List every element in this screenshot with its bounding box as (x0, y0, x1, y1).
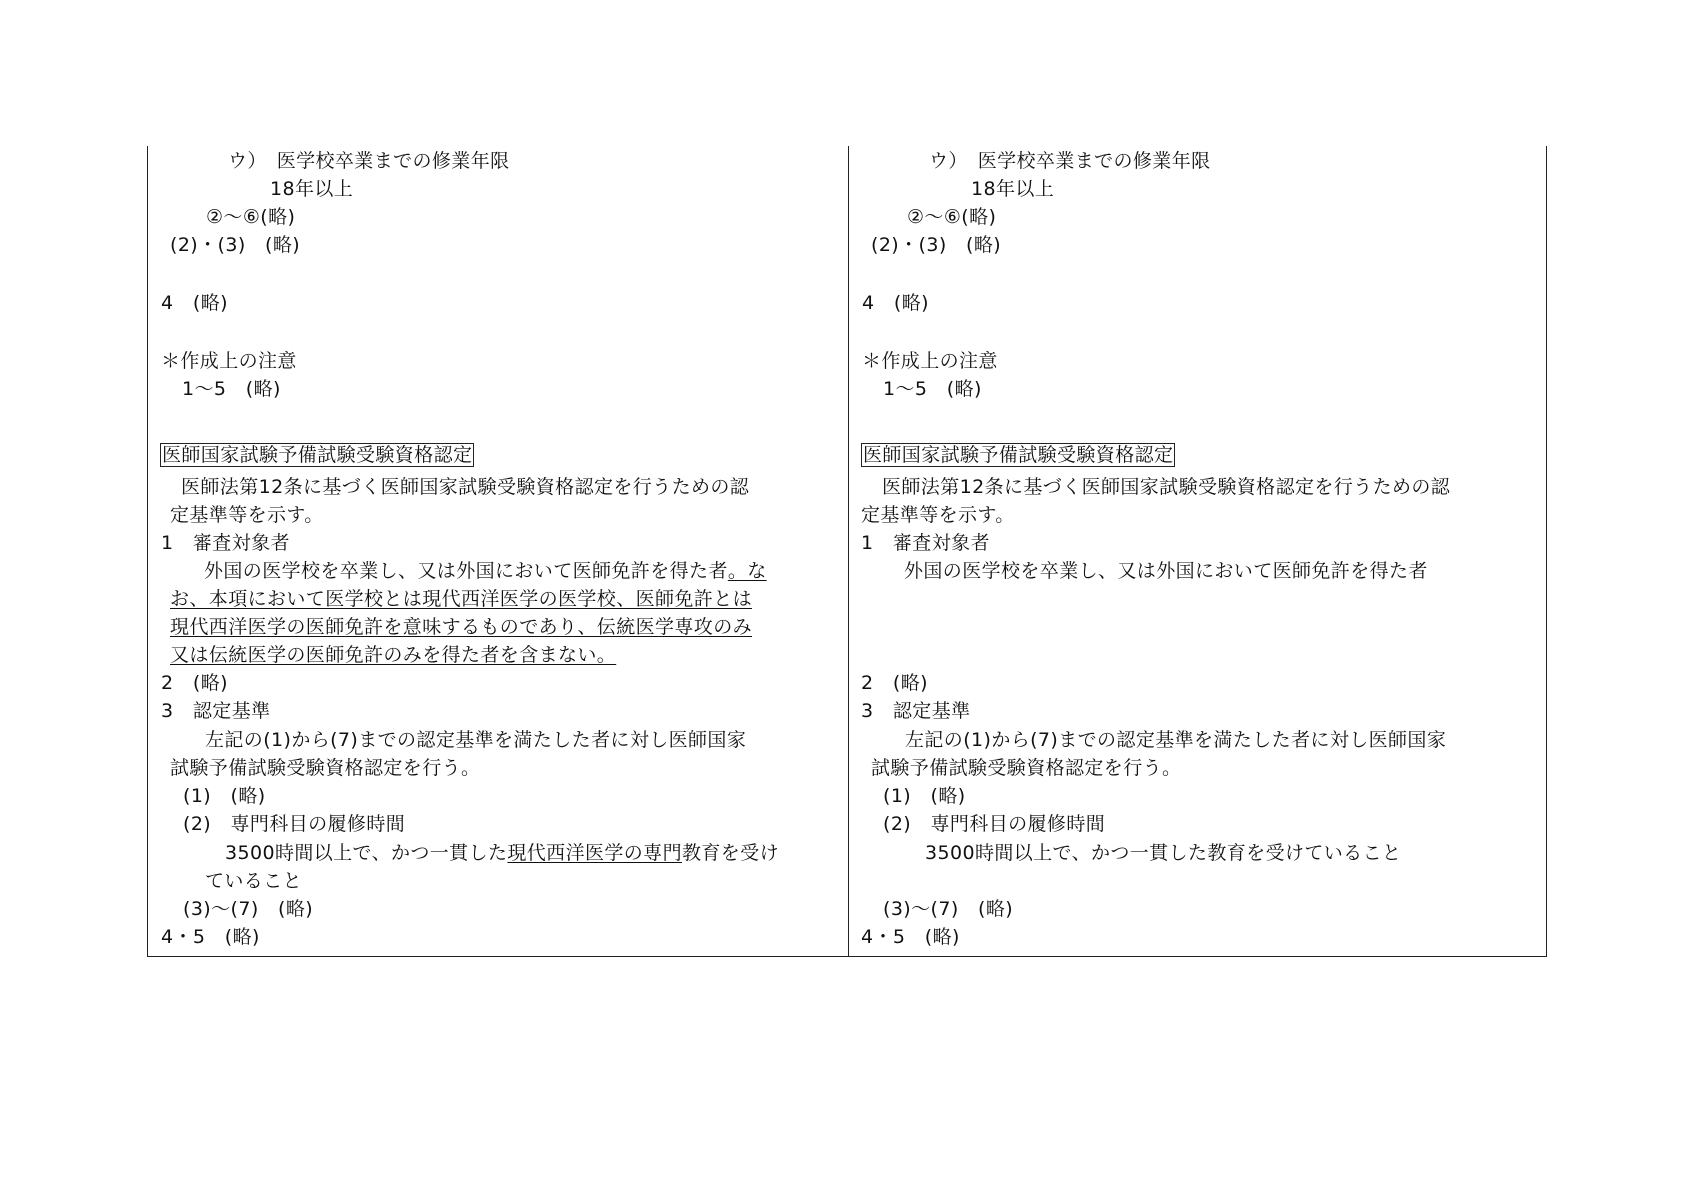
hours-line-1: 3500時間以上で、かつ一貫した現代西洋医学の専門教育を受け (225, 842, 779, 864)
eligibility-line-2: お、本項において医学校とは現代西洋医学の医学校、医師免許とは (170, 588, 753, 610)
items-omitted: ②〜⑥(略) (206, 206, 296, 228)
intro-line-2: 定基準等を示す。 (170, 504, 324, 526)
notes-omitted: 1〜5 (略) (883, 378, 982, 400)
sections-4-5-omitted: 4・5 (略) (161, 926, 260, 948)
notes-heading: ＊作成上の注意 (161, 350, 297, 372)
comparison-table (147, 146, 1547, 957)
sections-4-5-omitted: 4・5 (略) (861, 926, 960, 948)
hours-line-2: ていること (205, 870, 303, 892)
section-1-heading: 1 審査対象者 (161, 532, 290, 554)
item-u-heading: ウ） 医学校卒業までの修業年限 (228, 150, 510, 172)
intro-line-2: 定基準等を示す。 (861, 504, 1015, 526)
years-value: 18年以上 (270, 178, 354, 200)
section-3-heading: 3 認定基準 (161, 700, 271, 722)
section-1-heading: 1 審査対象者 (861, 532, 990, 554)
intro-line-1: 医師法第12条に基づく医師国家試験受験資格認定を行うための認 (882, 476, 1451, 498)
notes-omitted: 1〜5 (略) (182, 378, 281, 400)
eligibility-line-3: 現代西洋医学の医師免許を意味するものであり、伝統医学専攻のみ (170, 616, 753, 638)
sub-items-omitted: (2)・(3) (略) (170, 234, 301, 256)
criteria-line-2: 試験予備試験受験資格認定を行う。 (871, 757, 1182, 779)
criterion-1-omitted: (1) (略) (183, 785, 266, 807)
criteria-line-1: 左記の(1)から(7)までの認定基準を満たした者に対し医師国家 (905, 729, 1447, 751)
eligibility-line-1: 外国の医学校を卒業し、又は外国において医師免許を得た者。な (204, 560, 767, 582)
notes-heading: ＊作成上の注意 (862, 350, 998, 372)
criterion-1-omitted: (1) (略) (883, 785, 966, 807)
criterion-2-heading: (2) 専門科目の履修時間 (883, 813, 1106, 835)
criteria-3-7-omitted: (3)〜(7) (略) (883, 898, 1014, 920)
item-u-heading: ウ） 医学校卒業までの修業年限 (929, 150, 1211, 172)
boxed-title: 医師国家試験予備試験受験資格認定 (162, 444, 473, 466)
eligibility-line-1: 外国の医学校を卒業し、又は外国において医師免許を得た者 (904, 560, 1428, 582)
section-4-omitted: 4 (略) (161, 292, 228, 314)
section-4-omitted: 4 (略) (862, 292, 929, 314)
boxed-title: 医師国家試験予備試験受験資格認定 (863, 444, 1174, 466)
eligibility-line-4: 又は伝統医学の医師免許のみを得た者を含まない。 (170, 644, 617, 666)
years-value: 18年以上 (971, 178, 1055, 200)
criteria-line-1: 左記の(1)から(7)までの認定基準を満たした者に対し医師国家 (205, 729, 747, 751)
hours-line-1: 3500時間以上で、かつ一貫した教育を受けていること (925, 842, 1402, 864)
left-column (148, 146, 848, 956)
criterion-2-heading: (2) 専門科目の履修時間 (183, 813, 406, 835)
section-2-omitted: 2 (略) (161, 672, 228, 694)
section-2-omitted: 2 (略) (861, 672, 928, 694)
sub-items-omitted: (2)・(3) (略) (871, 234, 1002, 256)
criteria-3-7-omitted: (3)〜(7) (略) (183, 898, 314, 920)
intro-line-1: 医師法第12条に基づく医師国家試験受験資格認定を行うための認 (181, 476, 750, 498)
criteria-line-2: 試験予備試験受験資格認定を行う。 (170, 757, 481, 779)
section-3-heading: 3 認定基準 (861, 700, 971, 722)
right-column (849, 146, 1548, 956)
items-omitted: ②〜⑥(略) (907, 206, 997, 228)
